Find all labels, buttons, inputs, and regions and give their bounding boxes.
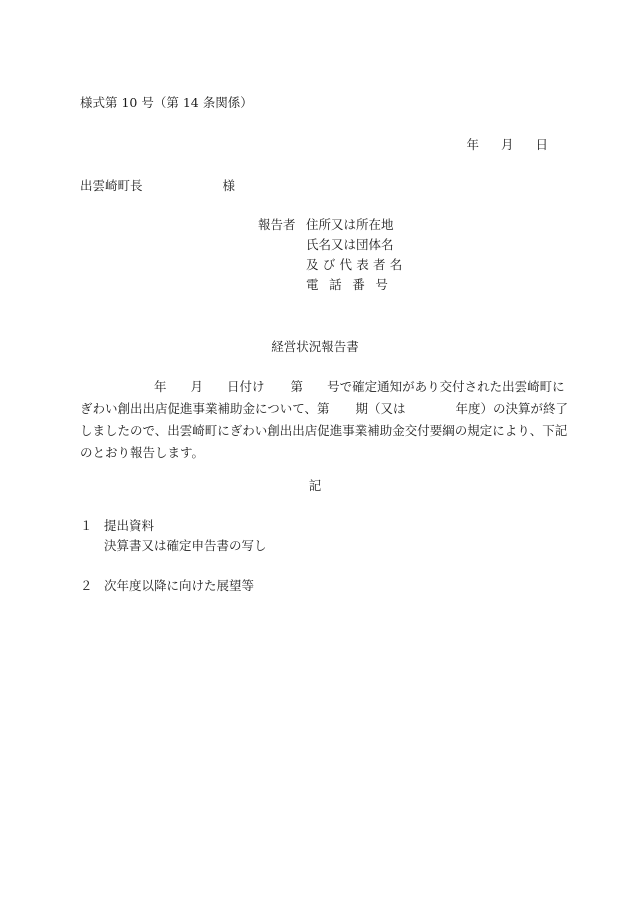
- item-1-detail: 決算書又は確定申告書の写し: [104, 538, 267, 553]
- body-line-2-start: ぎわい創出出店促進事業補助金について、第: [80, 401, 330, 416]
- ki-heading: 記: [308, 478, 322, 493]
- date-year: 年: [466, 137, 479, 152]
- reporter-phone: 電話番号: [306, 277, 399, 292]
- date-line: [466, 137, 548, 153]
- body-month: 月: [190, 379, 204, 394]
- body-ki: 期（又は: [355, 401, 406, 416]
- body-dai: 第: [290, 379, 304, 394]
- item-2-label: 次年度以降に向けた展望等: [104, 578, 255, 593]
- item-1-label: 提出資料: [104, 518, 155, 533]
- addressee-name: 出雲崎町長: [80, 178, 143, 193]
- reporter-label: 報告者: [258, 217, 296, 232]
- form-number: 様式第 10 号（第 14 条関係）: [80, 95, 253, 110]
- body-line-2-end: 年度）の決算が終了: [455, 401, 569, 416]
- body-line-1-rest: 号で確定通知があり交付された出雲崎町に: [327, 379, 565, 394]
- date-month: 月: [500, 137, 514, 152]
- reporter-representative: 及び代表者名: [306, 257, 407, 272]
- reporter-fields: [306, 217, 407, 297]
- document-title: 経営状況報告書: [271, 339, 359, 354]
- date-day: 日: [535, 137, 548, 152]
- addressee: [80, 178, 235, 194]
- addressee-honorific: 様: [222, 178, 236, 193]
- item-1: [80, 518, 154, 534]
- body-line-1: [80, 376, 565, 398]
- body-year: 年: [154, 379, 167, 394]
- body-line-2: [80, 398, 569, 420]
- item-2: [80, 578, 254, 594]
- body-line-4: のとおり報告します。: [80, 445, 205, 460]
- item-1-number: １: [80, 518, 93, 533]
- body-paragraph: [80, 376, 569, 464]
- reporter-name: 氏名又は団体名: [306, 237, 394, 252]
- body-line-3: しましたので、出雲崎町にぎわい創出出店促進事業補助金交付要綱の規定により、下記: [80, 423, 568, 438]
- item-2-number: ２: [80, 578, 93, 593]
- reporter-address: 住所又は所在地: [306, 217, 394, 232]
- body-dated: 日付け: [227, 379, 265, 394]
